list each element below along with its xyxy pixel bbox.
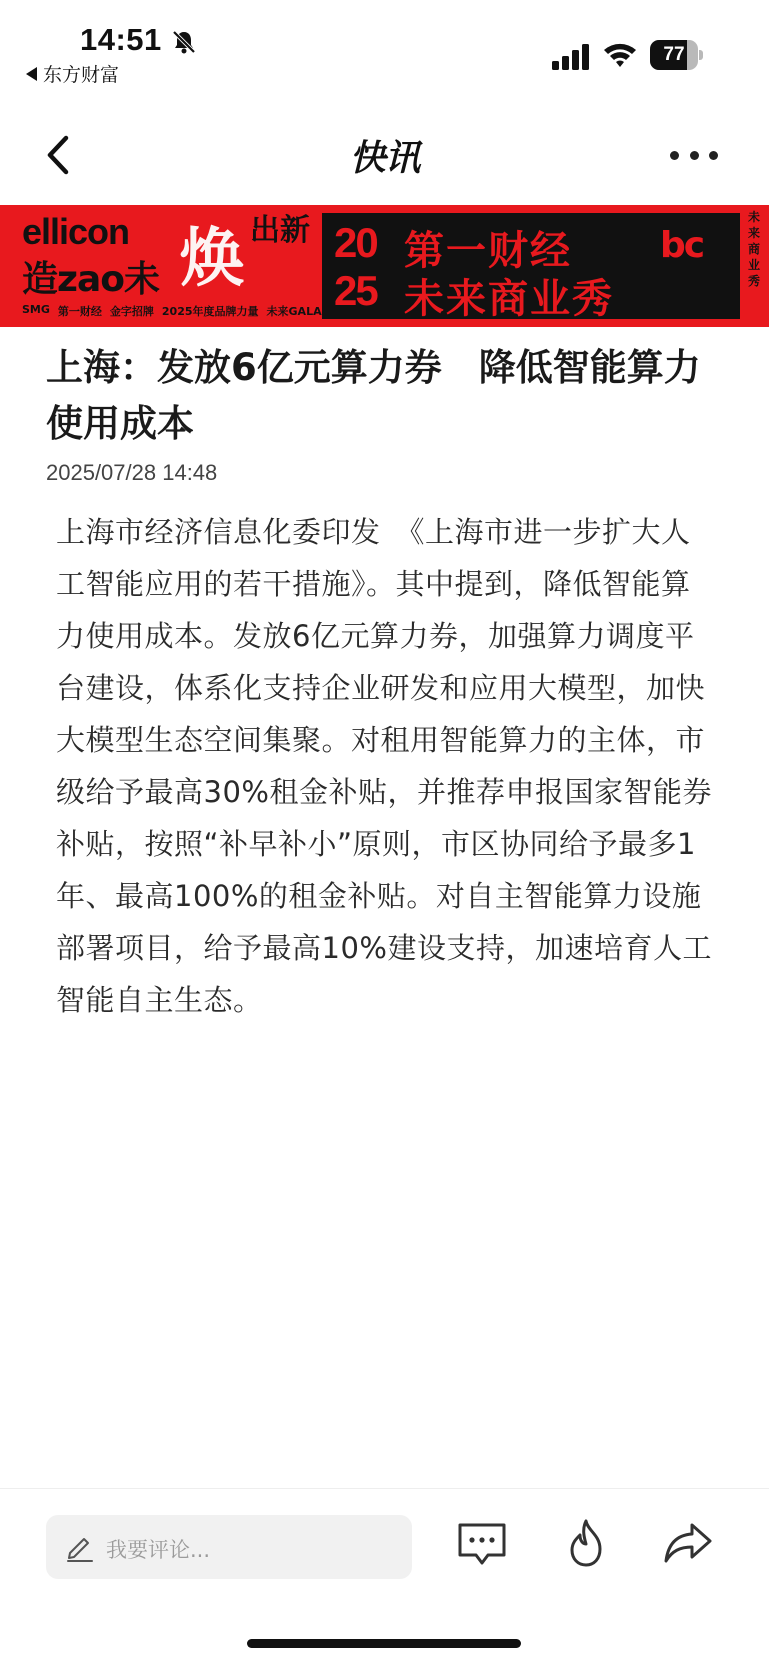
wifi-icon xyxy=(602,40,638,70)
more-dots-icon[interactable] xyxy=(670,145,718,165)
banner-brand-line2: 造zao未 xyxy=(22,259,159,300)
back-to-app-button[interactable] xyxy=(26,60,119,87)
pencil-icon xyxy=(64,1531,96,1563)
article-body: 上海市经济信息化委印发 《上海市进一步扩大人工智能应用的若干措施》。其中提到，降低智能算力使用成本。发放6亿元算力券，加强算力调度平台建设，体系化支持企业研发和应用大模型，加快大模型生态空间集聚。对租用智能算力的主体，市级给予最高30%租金补贴，并推荐申报国家智能券补贴，按照“补早补小”原则，市区协同给予最多1年、最高100%的租金补贴。对自主智能算力设施部署项目，给予最高10%建设支持，加速培育人工智能自主生态。 xyxy=(56,515,712,1017)
banner-brand-line1: ellicon xyxy=(22,211,130,252)
battery-level: 77 xyxy=(663,44,685,65)
banner-side-text: 出新 xyxy=(250,213,310,248)
banner-vertical-text: 未来商业秀 xyxy=(747,210,760,288)
banner-year-top: 20 xyxy=(334,219,377,266)
banner-foot-item: 2025年度品牌力量 xyxy=(161,305,259,318)
banner-title-line1: 第一财经 xyxy=(404,228,572,274)
banner-year-bottom: 25 xyxy=(334,267,377,314)
bell-muted-icon xyxy=(170,28,198,56)
banner-right-panel xyxy=(322,213,740,322)
cellular-signal-icon xyxy=(552,44,592,70)
banner-foot-item: 第一财经 xyxy=(57,305,102,318)
back-triangle-icon xyxy=(26,67,37,81)
banner-title-line2: 未来商业秀 xyxy=(404,276,614,322)
ad-banner[interactable] xyxy=(0,205,769,327)
status-bar xyxy=(0,0,769,100)
back-app-label: 东方财富 xyxy=(43,64,120,86)
banner-big-char: 焕 xyxy=(180,221,244,296)
banner-foot-item: 未来GALA xyxy=(266,305,322,318)
nav-bar xyxy=(0,110,769,200)
article-date: 2025/07/28 14:48 xyxy=(46,460,218,485)
page-title: 快讯 xyxy=(349,138,420,179)
comment-input[interactable] xyxy=(46,1515,412,1579)
banner-left xyxy=(22,211,322,321)
banner-footer xyxy=(22,303,322,319)
banner-foot-item: SMG xyxy=(22,303,50,316)
bottom-action-bar xyxy=(0,1488,769,1665)
share-icon[interactable] xyxy=(660,1515,716,1571)
banner-foot-item: 金字招牌 xyxy=(109,305,154,318)
home-indicator xyxy=(247,1639,521,1648)
fire-icon[interactable] xyxy=(558,1515,614,1571)
banner-bc-mark: bc xyxy=(660,225,704,266)
comment-icon[interactable] xyxy=(454,1515,510,1571)
status-time: 14:51 xyxy=(80,22,162,57)
battery-indicator xyxy=(650,40,702,70)
article-title: 上海：发放6亿元算力券 降低智能算力使用成本 xyxy=(46,346,701,445)
comment-placeholder: 我要评论... xyxy=(106,1538,211,1562)
